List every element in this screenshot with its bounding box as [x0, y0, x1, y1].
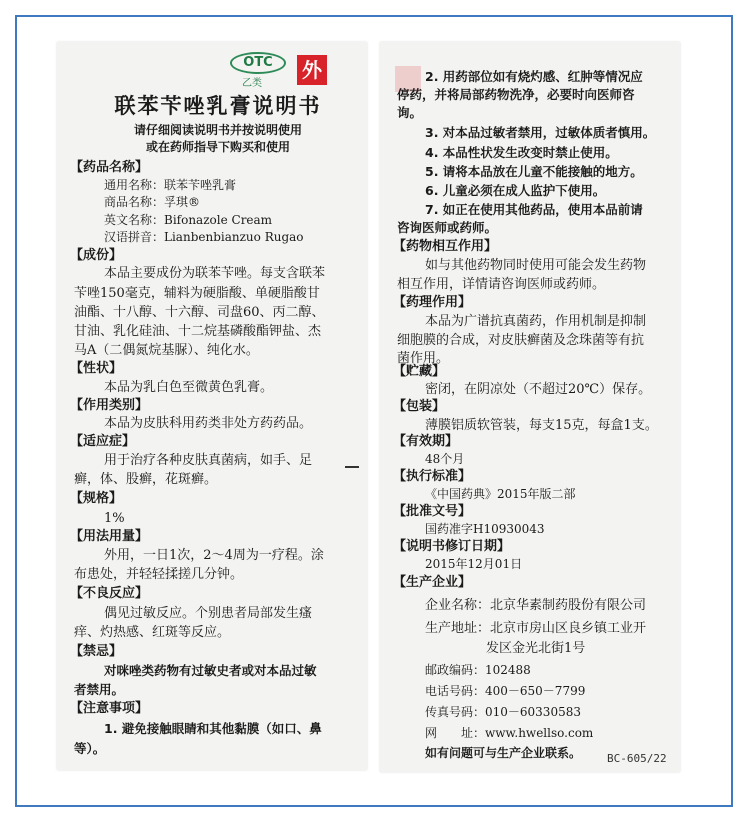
section-heading-contraindications: 【禁忌】	[70, 644, 123, 659]
ingredients-line: 甘油、乳化硅油、十二烷基磷酸酯钾盐、杰	[74, 324, 322, 339]
otc-class-label: 乙类	[242, 78, 262, 89]
dosage-line: 外用，一日1次，2～4周为一疗程。涂	[104, 548, 324, 563]
section-heading-storage: 【贮藏】	[393, 364, 446, 379]
english-name: 英文名称：Bifonazole Cream	[104, 213, 273, 227]
validity-text: 48个月	[425, 452, 465, 466]
properties-text: 本品为乳白色至微黄色乳膏。	[104, 380, 274, 395]
precaution-item: 等）。	[74, 741, 106, 756]
section-heading-category: 【作用类别】	[70, 398, 149, 413]
precaution-item: 1. 避免接触眼睛和其他黏膜（如口、鼻	[104, 721, 322, 736]
manufacturer-website: 网 址：www.hwellso.com	[425, 726, 594, 740]
section-heading-standard: 【执行标准】	[393, 469, 472, 484]
interactions-line: 相互作用，详情请咨询医师或药师。	[397, 277, 606, 292]
manufacturer-fax: 传真号码：010－60330583	[425, 705, 581, 719]
revision-date: 2015年12月01日	[425, 557, 523, 571]
section-heading-validity: 【有效期】	[393, 434, 459, 449]
precaution-item: 询。	[397, 105, 423, 120]
manufacturer-name: 企业名称：北京华素制药股份有限公司	[425, 598, 647, 613]
subtitle-read-instructions: 请仔细阅读说明书并按说明使用	[133, 123, 302, 137]
adverse-line: 偶见过敏反应。个别患者局部发生瘙	[104, 606, 313, 621]
adverse-line: 痒、灼热感、红斑等反应。	[74, 625, 231, 640]
ingredients-line: 油酯、十八醇、十六醇、司盘60、丙二醇、	[74, 305, 325, 320]
manufacturer-address: 生产地址：北京市房山区良乡镇工业开	[425, 621, 647, 636]
precaution-item: 停药，并将局部药物洗净，必要时向医师咨	[397, 87, 635, 102]
approval-number: 国药准字H10930043	[425, 522, 545, 536]
precaution-item: 咨询医师或药师。	[397, 220, 498, 235]
indications-line: 用于治疗各种皮肤真菌病，如手、足	[104, 453, 313, 468]
category-text: 本品为皮肤科用药类非处方药药品。	[104, 416, 313, 431]
generic-name: 通用名称：联苯苄唑乳膏	[104, 178, 237, 192]
otc-badge: OTC	[230, 52, 286, 74]
storage-text: 密闭，在阴凉处（不超过20℃）保存。	[425, 382, 652, 397]
external-use-badge: 外	[297, 55, 327, 85]
precaution-item: 4. 本品性状发生改变时禁止使用。	[425, 145, 618, 160]
section-heading-dosage: 【用法用量】	[70, 529, 149, 544]
section-heading-indications: 【适应症】	[70, 434, 136, 449]
ingredients-line: 本品主要成份为联苯苄唑。每支含联苯	[104, 266, 326, 281]
package-text: 薄膜铝质软管装，每支15克，每盒1支。	[425, 418, 658, 433]
precaution-item: 6. 儿童必须在成人监护下使用。	[425, 183, 606, 198]
contraindications-line: 对咪唑类药物有过敏史者或对本品过敏	[104, 663, 317, 678]
document-code: BC-605/22	[607, 752, 667, 765]
section-heading-spec: 【规格】	[70, 491, 123, 506]
interactions-line: 如与其他药物同时使用可能会发生药物	[425, 258, 647, 273]
contraindications-line: 者禁用。	[74, 682, 125, 697]
ingredients-line: 苄唑150毫克，辅料为硬脂酸、单硬脂酸甘	[74, 286, 320, 301]
precaution-item: 5. 请将本品放在儿童不能接触的地方。	[425, 164, 643, 179]
manufacturer-contact: 如有问题可与生产企业联系。	[425, 746, 582, 760]
manufacturer-phone: 电话号码：400－650－7799	[425, 684, 586, 698]
fold-mark	[345, 466, 359, 468]
indications-line: 癣，体、股癣，花斑癣。	[74, 472, 218, 487]
section-heading-revision: 【说明书修订日期】	[393, 539, 511, 554]
standard-text: 《中国药典》2015年版二部	[425, 487, 576, 501]
pharmacology-line: 细胞膜的合成，对皮肤癣菌及念珠菌等有抗	[397, 333, 645, 348]
pharmacology-line: 本品为广谱抗真菌药，作用机制是抑制	[425, 314, 647, 329]
pharmacology-line: 菌作用。	[397, 351, 450, 366]
manufacturer-postcode: 邮政编码：102488	[425, 663, 531, 677]
section-heading-adverse: 【不良反应】	[70, 586, 149, 601]
subtitle-pharmacist-guidance: 或在药师指导下购买和使用	[145, 140, 290, 154]
trade-name: 商品名称：孚琪®	[104, 195, 201, 209]
section-heading-properties: 【性状】	[70, 361, 123, 376]
manufacturer-address: 发区金光北街1号	[486, 641, 586, 656]
section-heading-manufacturer: 【生产企业】	[393, 575, 472, 590]
dosage-line: 布患处，并轻轻揉搓几分钟。	[74, 567, 244, 582]
precaution-item: 7. 如正在使用其他药品，使用本品前请	[425, 202, 643, 217]
section-heading-approval: 【批准文号】	[393, 504, 472, 519]
precaution-item: 3. 对本品过敏者禁用，过敏体质者慎用。	[425, 125, 656, 140]
section-heading-pharmacology: 【药理作用】	[393, 295, 472, 310]
section-heading-drug-name: 【药品名称】	[70, 160, 149, 175]
section-heading-package: 【包装】	[393, 399, 446, 414]
section-heading-ingredients: 【成份】	[70, 248, 123, 263]
ingredients-line: 马A（二偶氮烷基脲）、纯化水。	[74, 343, 259, 358]
pinyin-name: 汉语拼音：Lianbenbianzuo Rugao	[104, 230, 304, 244]
section-heading-interactions: 【药物相互作用】	[393, 239, 498, 254]
precaution-item: 2. 用药部位如有烧灼感、红肿等情况应	[425, 69, 643, 84]
spec-text: 1%	[104, 511, 125, 526]
document-title: 联苯苄唑乳膏说明书	[114, 94, 322, 118]
section-heading-precautions: 【注意事项】	[70, 701, 149, 716]
